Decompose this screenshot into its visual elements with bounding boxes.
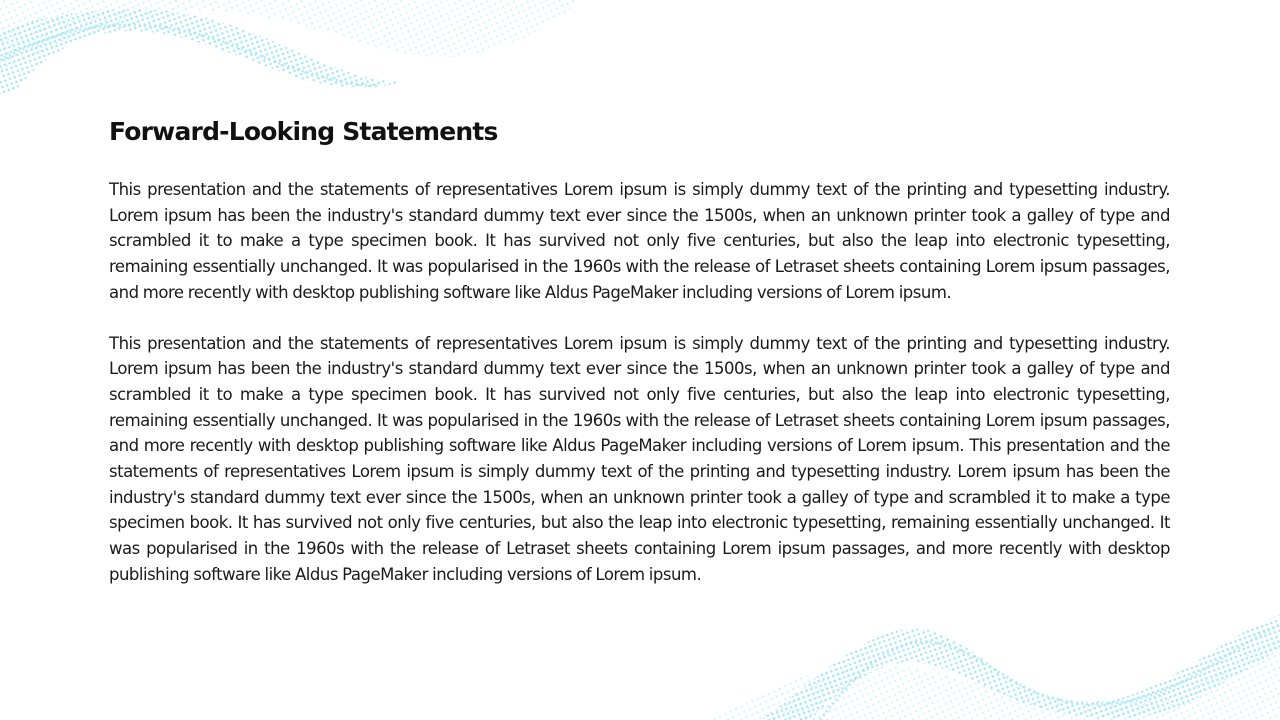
top-wave-crest — [0, 25, 380, 86]
bottom-wave-band — [760, 615, 1280, 720]
top-wave-band-light — [0, 0, 580, 70]
top-wave-band — [0, 9, 400, 95]
top-wave-decoration — [0, 0, 580, 110]
slide-title: Forward-Looking Statements — [109, 117, 498, 146]
bottom-wave-decoration — [700, 610, 1280, 720]
bottom-wave-band-light — [700, 635, 1280, 720]
bottom-wave-crest — [820, 625, 1280, 720]
body-paragraph-1: This presentation and the statements of representatives Lorem ipsum is simply dummy text of the printing and typesetting industry. Lorem ipsum has been the industry's standard dummy text ever since the 1500s, when an unknown printer took a galley of type and scrambled it to make a type specimen book. It has survived not only five centuries, but also the leap into electronic typesetting, remaining essentially unchanged. It was popularised in the 1960s with the release of Letraset sheets containing Lorem ipsum passages, and more recently with desktop publishing software like Aldus PageMaker including versions of Lorem ipsum. — [109, 180, 1170, 302]
slide-body — [109, 177, 1170, 613]
body-paragraph-2: This presentation and the statements of representatives Lorem ipsum is simply dummy text of the printing and typesetting industry. Lorem ipsum has been the industry's standard dummy text ever since the 1500s, when an unknown printer took a galley of type and scrambled it to make a type specimen book. It has survived not only five centuries, but also the leap into electronic typesetting, remaining essentially unchanged. It was popularised in the 1960s with the release of Letraset sheets containing Lorem ipsum passages, and more recently with desktop publishing software like Aldus PageMaker including versions of Lorem ipsum. This presentation and the statements of representatives Lorem ipsum is simply dummy text of the printing and typesetting industry. Lorem ipsum has been the industry's standard dummy text ever since the 1500s, when an unknown printer took a galley of type and scrambled it to make a type specimen book. It has survived not only five centuries, but also the leap into electronic typesetting, remaining essentially unchanged. It was popularised in the 1960s with the release of Letraset sheets containing Lorem ipsum passages, and more recently with desktop publishing software like Aldus PageMaker including versions of Lorem ipsum. — [109, 333, 1170, 584]
